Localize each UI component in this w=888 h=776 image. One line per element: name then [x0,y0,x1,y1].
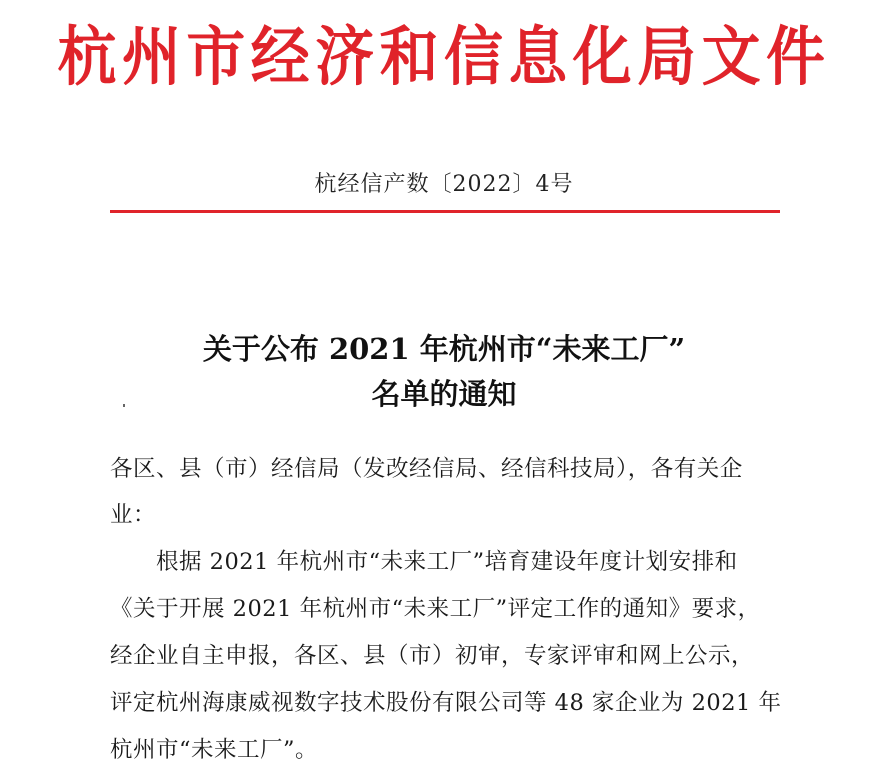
scan-speck [123,404,125,407]
body-paragraph-line: 《关于开展 2021 年杭州市“未来工厂”评定工作的通知》要求， [110,596,761,622]
issuer-header-title: 杭州市经济和信息化局文件 [57,20,831,95]
body-paragraph-line: 经企业自主申报，各区、县（市）初审，专家评审和网上公示， [110,643,755,669]
salutation-line-2: 业： [110,502,157,528]
body-paragraph-line: 杭州市“未来工厂”。 [110,737,319,763]
body-paragraph-line: 根据 2021 年杭州市“未来工厂”培育建设年度计划安排和 [110,549,738,575]
salutation-line-1: 各区、县（市）经信局（发改经信局、经信科技局），各有关企 [110,456,743,482]
document-number: 杭经信产数〔2022〕4号 [314,172,574,197]
red-divider-line [110,210,780,213]
document-title-line-2: 名单的通知 [371,377,517,411]
body-paragraph-line: 评定杭州海康威视数字技术股份有限公司等 48 家企业为 2021 年 [110,690,782,716]
document-title-line-1: 关于公布 2021 年杭州市“未来工厂” [202,332,686,366]
